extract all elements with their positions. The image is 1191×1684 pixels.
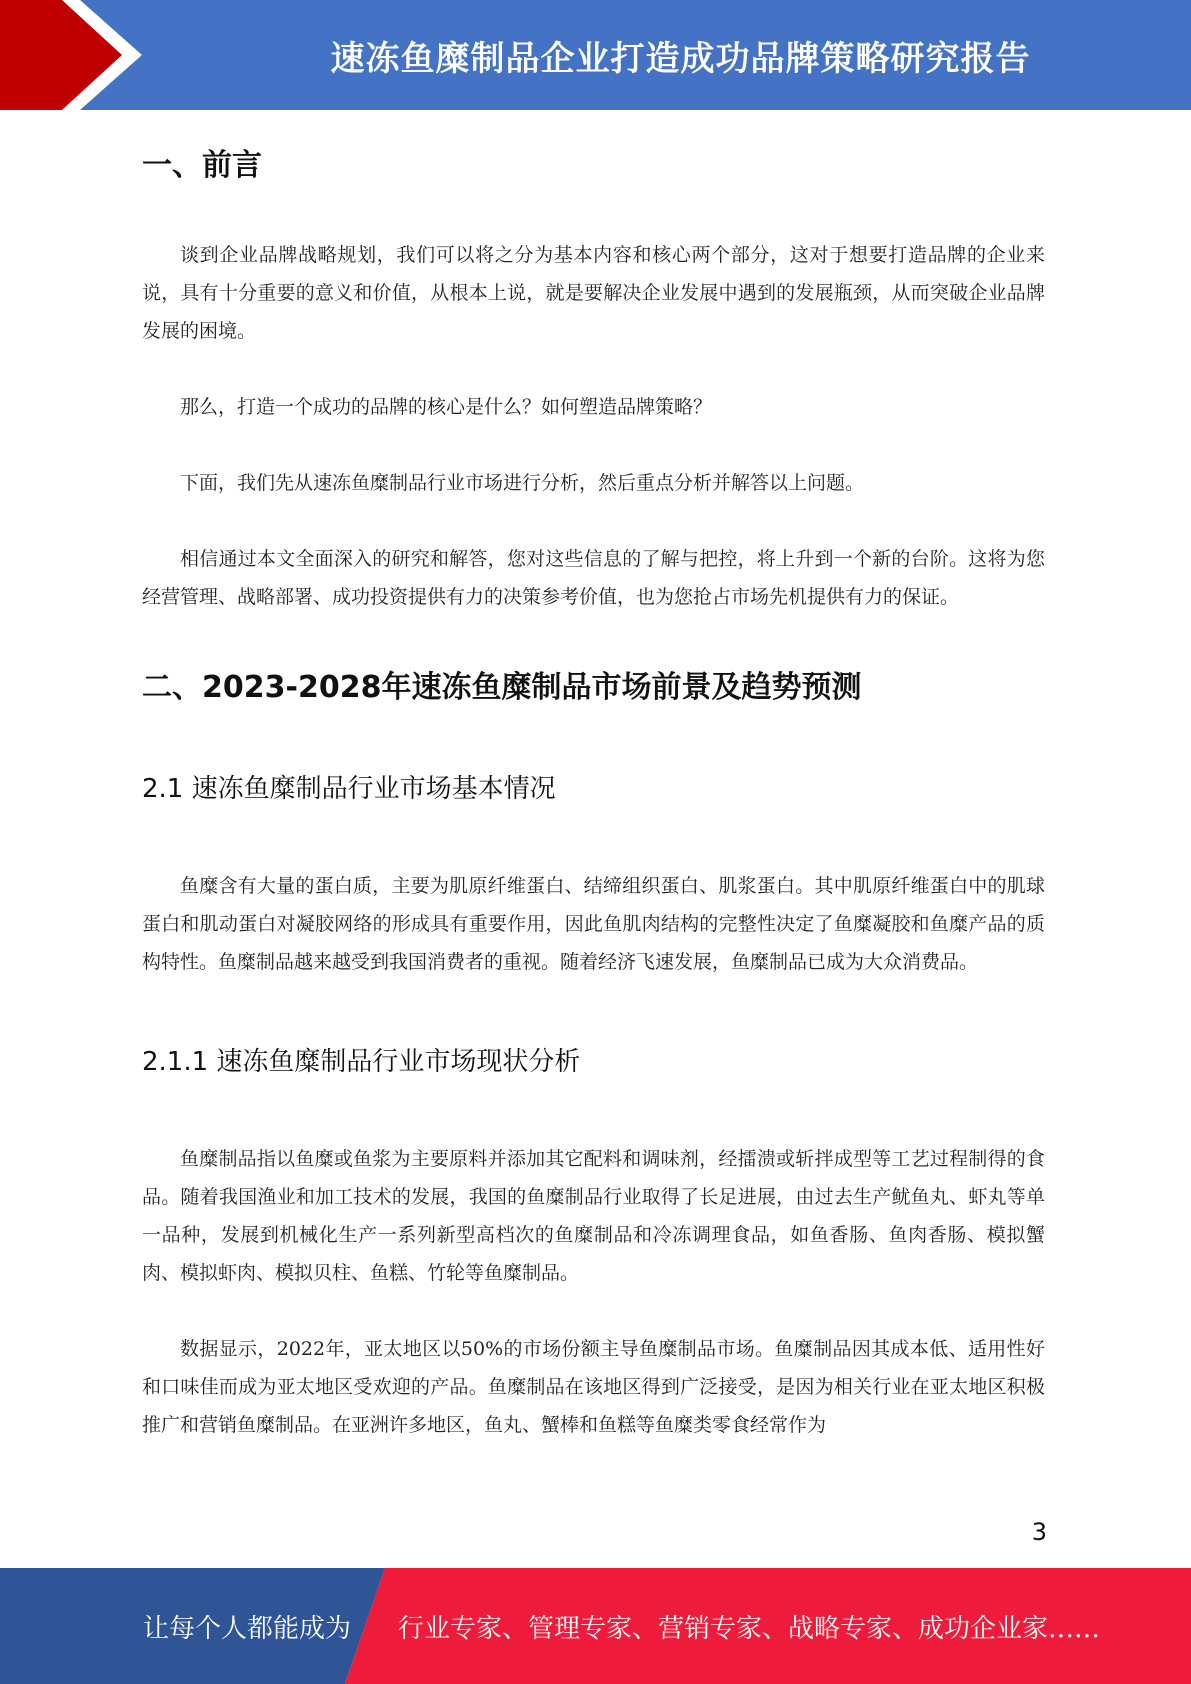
page-header (0, 0, 1191, 110)
section-2-1-1-heading: 2.1.1 速冻鱼糜制品行业市场现状分析 (142, 1047, 581, 1077)
section-2-1-heading: 2.1 速冻鱼糜制品行业市场基本情况 (142, 774, 556, 804)
section-2-1-1-paragraph-1: 鱼糜制品指以鱼糜或鱼浆为主要原料并添加其它配料和调味剂，经擂溃或斩拌成型等工艺过程制得的食品。随着我国渔业和加工技术的发展，我国的鱼糜制品行业取得了长足进展，由过去生产鱿鱼丸、虾丸等单一品种，发展到机械化生产一系列新型高档次的鱼糜制品和冷冻调理食品，如鱼香肠、鱼肉香肠、模拟蟹肉、模拟虾肉、模拟贝柱、鱼糕、竹轮等鱼糜制品。 (142, 1148, 1045, 1284)
section-1-paragraph-1: 谈到企业品牌战略规划，我们可以将之分为基本内容和核心两个部分，这对于想要打造品牌的企业来说，具有十分重要的意义和价值，从根本上说，就是要解决企业发展中遇到的发展瓶颈，从而突破企业品牌发展的困境。 (142, 244, 1045, 342)
header-arrow-decoration (0, 0, 160, 110)
footer-slogan-right: 行业专家、管理专家、营销专家、战略专家、成功企业家…… (398, 1613, 1101, 1644)
page-content (142, 130, 1045, 1444)
section-2-1-1-paragraph-2: 数据显示，2022年，亚太地区以50%的市场份额主导鱼糜制品市场。鱼糜制品因其成本低、适用性好和口味佳而成为亚太地区受欢迎的产品。鱼糜制品在该地区得到广泛接受，是因为相关行业在亚太地区积极推广和营销鱼糜制品。在亚洲许多地区，鱼丸、蟹棒和鱼糕等鱼糜类零食经常作为 (142, 1338, 1045, 1436)
page-footer (0, 1568, 1191, 1684)
section-1-heading: 一、前言 (142, 148, 262, 183)
page-number: 3 (1031, 1518, 1047, 1546)
section-1-paragraph-4: 相信通过本文全面深入的研究和解答，您对这些信息的了解与把控，将上升到一个新的台阶。这将为您经营管理、战略部署、成功投资提供有力的决策参考价值，也为您抢占市场先机提供有力的保证。 (142, 548, 1045, 608)
section-2-heading: 二、2023-2028年速冻鱼糜制品市场前景及趋势预测 (142, 670, 862, 705)
footer-slogan-left: 让每个人都能成为 (143, 1613, 352, 1644)
section-1-paragraph-2: 那么，打造一个成功的品牌的核心是什么？如何塑造品牌策略？ (180, 396, 713, 418)
section-1-paragraph-3: 下面，我们先从速冻鱼糜制品行业市场进行分析，然后重点分析并解答以上问题。 (180, 472, 865, 494)
section-2-1-paragraph-1: 鱼糜含有大量的蛋白质，主要为肌原纤维蛋白、结缔组织蛋白、肌浆蛋白。其中肌原纤维蛋白中的肌球蛋白和肌动蛋白对凝胶网络的形成具有重要作用，因此鱼肌肉结构的完整性决定了鱼糜凝胶和鱼糜产品的质构特性。鱼糜制品越来越受到我国消费者的重视。随着经济飞速发展，鱼糜制品已成为大众消费品。 (142, 875, 1045, 973)
report-title: 速冻鱼糜制品企业打造成功品牌策略研究报告 (330, 38, 1031, 79)
